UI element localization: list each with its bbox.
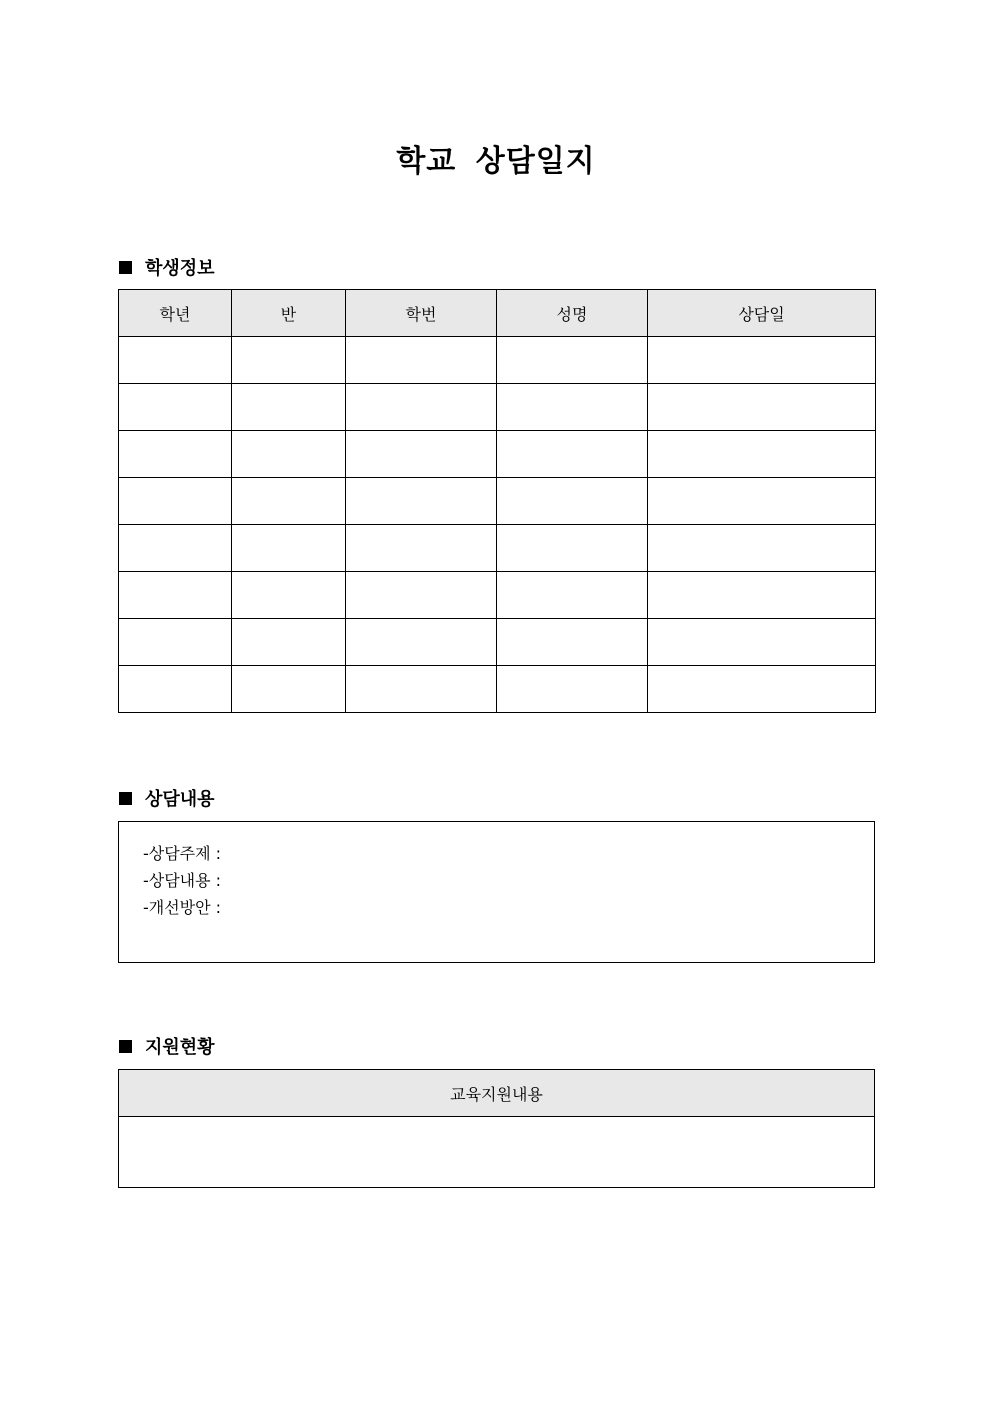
section-heading-label: 지원현황	[145, 1037, 215, 1058]
counsel-date-cell[interactable]	[648, 666, 876, 713]
student-number-cell[interactable]	[346, 478, 497, 525]
page-title: 학교 상담일지	[396, 144, 596, 179]
student-number-cell[interactable]	[346, 384, 497, 431]
name-cell[interactable]	[497, 619, 648, 666]
name-cell[interactable]	[497, 525, 648, 572]
student-number-cell[interactable]	[346, 525, 497, 572]
grade-cell[interactable]	[119, 431, 232, 478]
name-cell[interactable]	[497, 337, 648, 384]
table-row	[119, 478, 876, 525]
student-number-cell[interactable]	[346, 431, 497, 478]
name-cell[interactable]	[497, 478, 648, 525]
class-cell[interactable]	[232, 619, 346, 666]
name-cell[interactable]	[497, 572, 648, 619]
student-number-cell[interactable]	[346, 666, 497, 713]
column-header-name: 성명	[497, 290, 648, 337]
column-header-education-support: 교육지원내용	[119, 1070, 875, 1117]
student-number-cell[interactable]	[346, 619, 497, 666]
section-heading-support	[119, 1033, 215, 1059]
table-row	[119, 572, 876, 619]
student-number-cell[interactable]	[346, 337, 497, 384]
counsel-date-cell[interactable]	[648, 525, 876, 572]
table-row	[119, 431, 876, 478]
counsel-content-label: -상담내용 :	[143, 871, 222, 890]
grade-cell[interactable]	[119, 384, 232, 431]
student-number-cell[interactable]	[346, 572, 497, 619]
table-row	[119, 337, 876, 384]
class-cell[interactable]	[232, 666, 346, 713]
column-header-class: 반	[232, 290, 346, 337]
table-row	[119, 666, 876, 713]
counsel-date-cell[interactable]	[648, 384, 876, 431]
counsel-topic-label: -상담주제 :	[143, 844, 222, 863]
column-header-counsel-date: 상담일	[648, 290, 876, 337]
column-header-grade: 학년	[119, 290, 232, 337]
section-heading-student-info	[119, 254, 215, 280]
section-heading-label: 상담내용	[145, 789, 215, 810]
table-header-row	[119, 1070, 875, 1117]
table-row	[119, 384, 876, 431]
grade-cell[interactable]	[119, 572, 232, 619]
class-cell[interactable]	[232, 337, 346, 384]
name-cell[interactable]	[497, 666, 648, 713]
section-heading-label: 학생정보	[145, 258, 215, 279]
counseling-content-box[interactable]	[118, 821, 875, 963]
table-row	[119, 619, 876, 666]
class-cell[interactable]	[232, 525, 346, 572]
table-row	[119, 525, 876, 572]
class-cell[interactable]	[232, 572, 346, 619]
grade-cell[interactable]	[119, 666, 232, 713]
class-cell[interactable]	[232, 431, 346, 478]
grade-cell[interactable]	[119, 619, 232, 666]
table-row	[119, 1117, 875, 1188]
name-cell[interactable]	[497, 384, 648, 431]
counsel-date-cell[interactable]	[648, 619, 876, 666]
column-header-student-number: 학번	[346, 290, 497, 337]
student-info-table	[118, 289, 876, 713]
support-status-table	[118, 1069, 875, 1188]
counsel-date-cell[interactable]	[648, 431, 876, 478]
class-cell[interactable]	[232, 384, 346, 431]
grade-cell[interactable]	[119, 478, 232, 525]
counseling-lines	[143, 840, 221, 921]
grade-cell[interactable]	[119, 337, 232, 384]
name-cell[interactable]	[497, 431, 648, 478]
education-support-cell[interactable]	[119, 1117, 875, 1188]
counsel-date-cell[interactable]	[648, 572, 876, 619]
square-bullet-icon	[119, 1040, 132, 1053]
counsel-date-cell[interactable]	[648, 337, 876, 384]
table-header-row	[119, 290, 876, 337]
counsel-date-cell[interactable]	[648, 478, 876, 525]
class-cell[interactable]	[232, 478, 346, 525]
improvement-plan-label: -개선방안 :	[143, 898, 222, 917]
grade-cell[interactable]	[119, 525, 232, 572]
square-bullet-icon	[119, 792, 132, 805]
square-bullet-icon	[119, 261, 132, 274]
section-heading-counseling	[119, 785, 215, 811]
